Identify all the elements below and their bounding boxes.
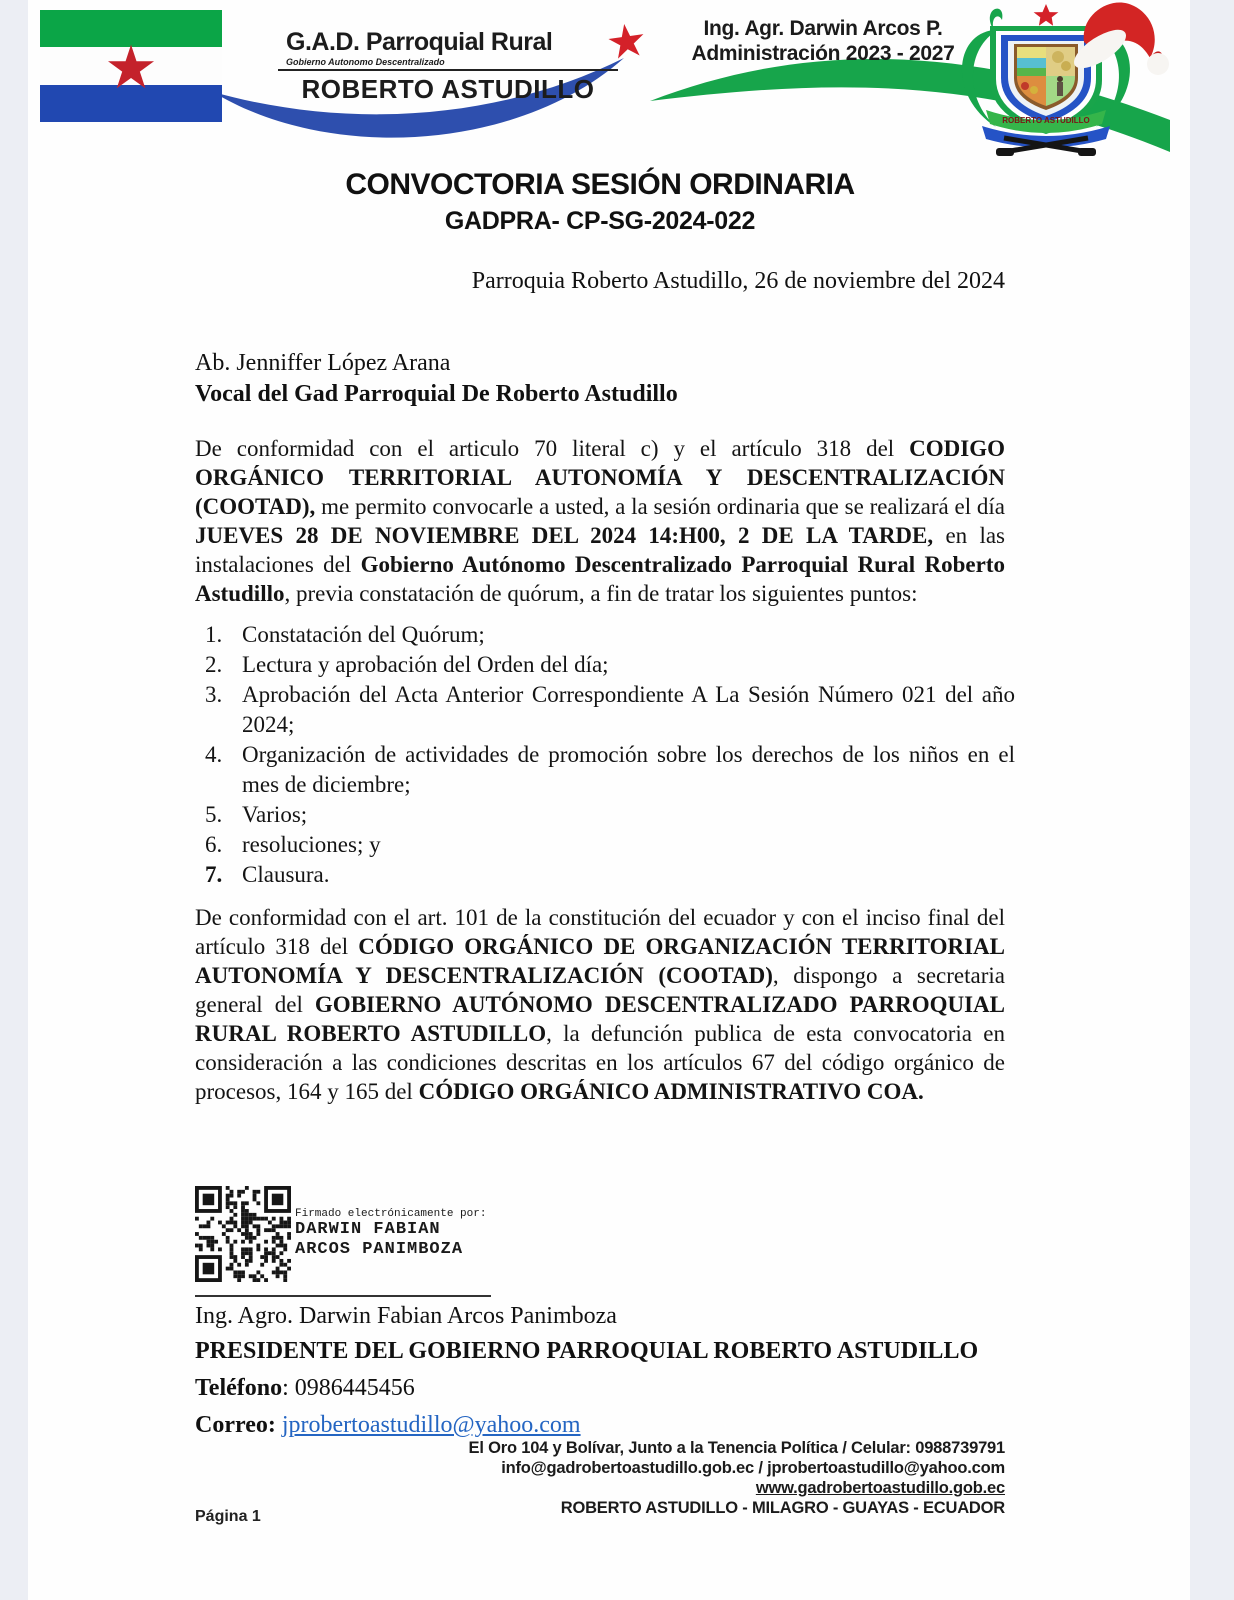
- document-title: CONVOCTORIA SESIÓN ORDINARIA: [345, 168, 855, 201]
- agenda-text: Constatación del Quórum;: [242, 622, 485, 647]
- agenda-item-6: [205, 830, 1015, 860]
- esign-name-line2: ARCOS PANIMBOZA: [295, 1240, 464, 1259]
- agenda-number: 1.: [205, 622, 223, 647]
- agenda-item-3: [205, 680, 1015, 740]
- signature-qr-code: [195, 1186, 291, 1282]
- gad-logo-parish-name: ROBERTO ASTUDILLO: [301, 74, 595, 104]
- email-label: Correo:: [195, 1412, 276, 1438]
- document-reference-code: GADPRA- CP-SG-2024-022: [444, 207, 756, 235]
- agenda-number: 4.: [205, 742, 223, 767]
- agenda-number: 3.: [205, 682, 223, 707]
- phone-label: Teléfono: [195, 1375, 283, 1401]
- esign-text-block: [295, 1208, 486, 1260]
- header-star-icon: ★: [602, 11, 651, 71]
- footer-website-link[interactable]: www.gadrobertoastudillo.gob.ec: [755, 1479, 1005, 1497]
- phone-separator: :: [282, 1375, 295, 1401]
- agenda-item-1: [205, 620, 1015, 650]
- administrator-name: Ing. Agr. Darwin Arcos P.: [703, 17, 943, 40]
- para1-seg4-bold: JUEVES 28 DE NOVIEMBRE DEL 2024 14:H00, 2 DE LA TARDE,: [195, 523, 934, 548]
- signer-name: Ing. Agro. Darwin Fabian Arcos Panimboza: [195, 1303, 617, 1329]
- para2-seg3: , dispongo a secretaria general del: [195, 963, 1005, 1017]
- signer-title: PRESIDENTE DEL GOBIERNO PARROQUIAL ROBERTO ASTUDILLO: [195, 1338, 979, 1364]
- para1-seg6-bold: Gobierno Autónomo Descentralizado Parroquial Rural Roberto Astudillo: [195, 552, 1005, 606]
- agenda-text: Lectura y aprobación del Orden del día;: [242, 652, 609, 677]
- parish-crest: [928, 0, 1178, 165]
- footer-address-line: El Oro 104 y Bolívar, Junto a la Tenencia Política / Celular: 0988739791: [468, 1439, 1005, 1457]
- para1-seg5: en las instalaciones del: [195, 523, 1005, 577]
- addressee-name: Ab. Jenniffer López Arana: [195, 350, 451, 376]
- dateline: Parroquia Roberto Astudillo, 26 de noviembre del 2024: [471, 268, 1005, 294]
- esign-label: Firmado electrónicamente por:: [295, 1208, 487, 1220]
- gad-logo: [278, 28, 618, 105]
- para1-seg1: De conformidad con el articulo 70 literal c) y el artículo 318 del: [195, 436, 910, 461]
- letter-page: [28, 0, 1190, 1600]
- agenda-text: Aprobación del Acta Anterior Correspondiente A La Sesión Número 021 del año 2024;: [242, 682, 1015, 737]
- flag-star-icon: ★: [104, 33, 158, 103]
- agenda-text: Varios;: [242, 802, 308, 827]
- footer-location-line: ROBERTO ASTUDILLO - MILAGRO - GUAYAS - ECUADOR: [560, 1499, 1005, 1517]
- phone-value: 0986445456: [294, 1375, 415, 1401]
- agenda-text: Organización de actividades de promoción sobre los derechos de los niños en el mes de diciembre;: [242, 742, 1015, 797]
- agenda-item-2: [205, 650, 1015, 680]
- gad-logo-subtitle: Gobierno Autonomo Descentralizado: [278, 57, 618, 71]
- footer-contact-block: [195, 1438, 1005, 1518]
- paragraph-legal-basis: [195, 903, 1005, 1106]
- paragraph-convocation: [195, 434, 1005, 608]
- agenda-number: 2.: [205, 652, 223, 677]
- electronic-signature-block: [195, 1186, 1005, 1282]
- parish-flag: [40, 10, 222, 122]
- addressee-block: [195, 348, 1005, 410]
- para2-seg5: , la defunción publica de esta convocatoria en consideración a las condiciones descritas en los artículos 67 del código orgánico de procesos, 164 y 165 del: [195, 1021, 1005, 1104]
- para2-seg2-bold: CÓDIGO ORGÁNICO DE ORGANIZACIÓN TERRITORIAL AUTONOMÍA Y DESCENTRALIZACIÓN (COOTAD): [195, 934, 1005, 988]
- agenda-list: [195, 620, 1015, 890]
- page-number: Página 1: [195, 1508, 261, 1525]
- para1-seg7: , previa constatación de quórum, a fin de tratar los siguientes puntos:: [284, 581, 918, 606]
- agenda-text: resoluciones; y: [242, 832, 381, 857]
- phone-line: [195, 1375, 1005, 1402]
- para1-seg3: me permito convocarle a usted, a la sesión ordinaria que se realizará el día: [315, 494, 1005, 519]
- signature-line: [195, 1295, 491, 1297]
- para2-seg6-bold: CÓDIGO ORGÁNICO ADMINISTRATIVO COA.: [418, 1079, 924, 1104]
- agenda-number: 5.: [205, 802, 223, 827]
- agenda-number: 6.: [205, 832, 223, 857]
- crest-banner-text: ROBERTO ASTUDILLO: [1002, 116, 1090, 125]
- email-line: [195, 1412, 1005, 1439]
- para2-seg1: De conformidad con el art. 101 de la constitución del ecuador y con el inciso final del artículo 318 del: [195, 905, 1005, 959]
- crest-star-icon: [1034, 4, 1059, 26]
- administration-period: Administración 2023 - 2027: [691, 42, 955, 65]
- agenda-item-7: [205, 860, 1015, 890]
- agenda-item-4: [205, 740, 1015, 800]
- agenda-number: 7.: [205, 862, 223, 887]
- para2-seg4-bold: GOBIERNO AUTÓNOMO DESCENTRALIZADO PARROQUIAL RURAL ROBERTO ASTUDILLO: [195, 992, 1005, 1046]
- agenda-text: Clausura.: [242, 862, 330, 887]
- esign-name-line1: DARWIN FABIAN: [295, 1220, 441, 1239]
- document-title-block: [195, 168, 1005, 236]
- agenda-item-5: [205, 800, 1015, 830]
- addressee-role: Vocal del Gad Parroquial De Roberto Astudillo: [195, 381, 678, 407]
- email-link[interactable]: jprobertoastudillo@yahoo.com: [281, 1412, 581, 1438]
- letterhead: [28, 0, 1190, 175]
- footer-emails-line: info@gadrobertoastudillo.gob.ec / jprobertoastudillo@yahoo.com: [501, 1459, 1005, 1477]
- gad-logo-title: G.A.D. Parroquial Rural: [286, 28, 553, 56]
- para1-seg2-bold: CODIGO ORGÁNICO TERRITORIAL AUTONOMÍA Y DESCENTRALIZACIÓN (COOTAD),: [195, 436, 1005, 519]
